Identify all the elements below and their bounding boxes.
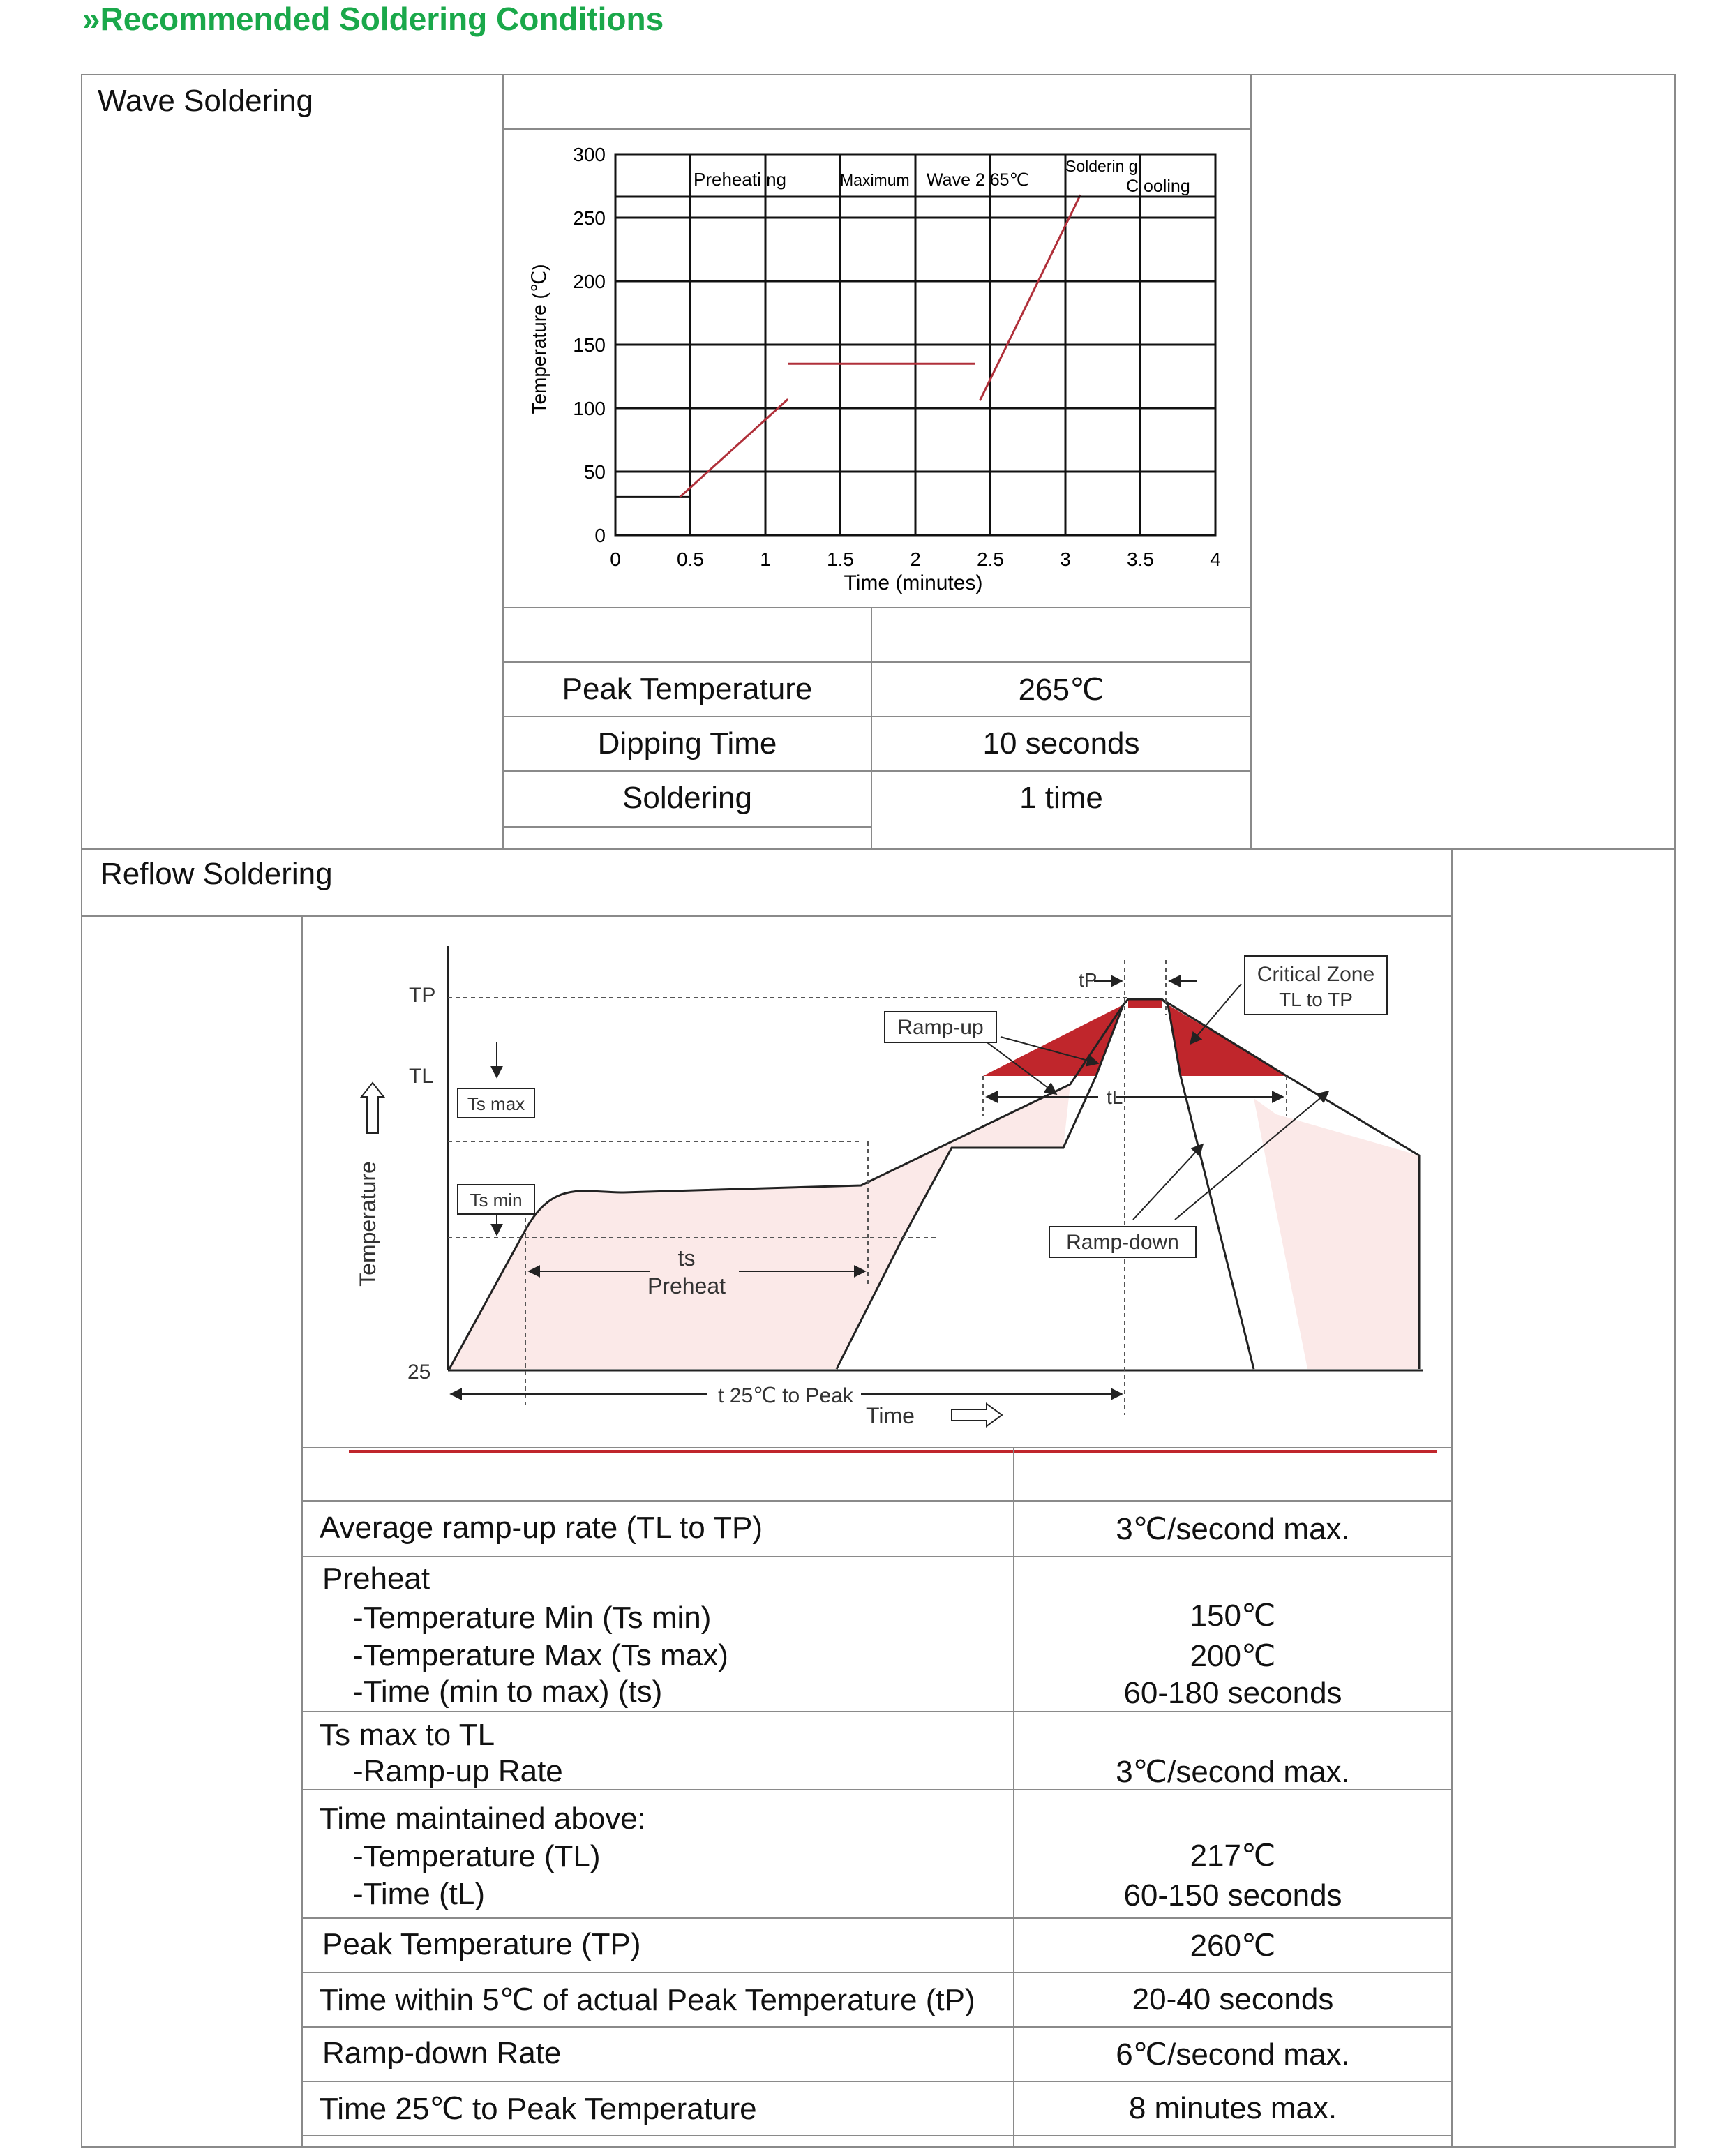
reflow-row-label: Peak Temperature (TP) bbox=[322, 1927, 641, 1961]
reflow-row-label: Time within 5℃ of actual Peak Temperature (tP) bbox=[320, 1983, 975, 2017]
t25-peak-label: t 25℃ to Peak bbox=[718, 1384, 853, 1407]
y-tick-label: 50 bbox=[583, 461, 606, 483]
temperature-axis-arrow bbox=[361, 1083, 384, 1133]
preheat-label: Preheat bbox=[647, 1273, 726, 1298]
reflow-row-value: 6℃/second max. bbox=[1116, 2037, 1350, 2072]
annotation-maximum: Maximum bbox=[840, 171, 910, 189]
wave-row-value: 10 seconds bbox=[982, 726, 1140, 761]
critical-zone-label: Critical Zone bbox=[1257, 963, 1375, 986]
tsmin-label: Ts min bbox=[470, 1190, 523, 1211]
reflow-row-label: Ramp-down Rate bbox=[322, 2036, 562, 2070]
reflow-row-value: 60-150 seconds bbox=[1123, 1878, 1342, 1912]
y-tick-label: 100 bbox=[573, 398, 606, 419]
section-title: »Recommended Soldering Conditions bbox=[82, 1, 664, 37]
reflow-soldering-label: Reflow Soldering bbox=[100, 857, 333, 891]
wave-soldering-label: Wave Soldering bbox=[98, 84, 313, 118]
x-tick-label: 2 bbox=[910, 548, 921, 570]
reflow-row-value: 217℃ bbox=[1190, 1838, 1276, 1873]
y-tick-label: 150 bbox=[573, 334, 606, 356]
tl-axis-label: TL bbox=[409, 1065, 434, 1088]
x-axis-label: Time (minutes) bbox=[844, 571, 983, 594]
x-tick-label: 1 bbox=[760, 548, 771, 570]
time-axis-arrow bbox=[952, 1404, 1002, 1426]
reflow-row-label: Ts max to TL bbox=[320, 1718, 495, 1752]
y-tick-label: 200 bbox=[573, 271, 606, 292]
reflow-profile-diagram bbox=[303, 917, 1451, 1447]
annotation-wave: Wave 2 65℃ bbox=[927, 170, 1029, 190]
x-tick-label: 2.5 bbox=[977, 548, 1004, 570]
x-tick-label: 0.5 bbox=[677, 548, 704, 570]
tsmax-label: Ts max bbox=[467, 1093, 525, 1114]
x-tick-label: 4 bbox=[1210, 548, 1221, 570]
y-tick-label: 250 bbox=[573, 207, 606, 229]
series-line bbox=[680, 399, 788, 497]
y-tick-label: 300 bbox=[573, 144, 606, 165]
reflow-row-label: Preheat bbox=[322, 1562, 430, 1596]
y-axis-label: Temperature (℃) bbox=[528, 264, 550, 414]
reflow-row-label: Average ramp-up rate (TL to TP) bbox=[320, 1511, 763, 1545]
rampdown-pointer-1 bbox=[1133, 1144, 1203, 1220]
x-tick-label: 0 bbox=[610, 548, 621, 570]
tl-duration-label: tL bbox=[1107, 1086, 1123, 1108]
tp-axis-label: TP bbox=[409, 984, 436, 1007]
rampdown-label: Ramp-down bbox=[1066, 1231, 1179, 1254]
time-axis-label: Time bbox=[866, 1403, 915, 1428]
axis-25-label: 25 bbox=[407, 1361, 431, 1384]
reflow-row-label: -Temperature Max (Ts max) bbox=[353, 1638, 728, 1672]
x-tick-label: 3 bbox=[1060, 548, 1071, 570]
x-tick-labels bbox=[610, 548, 1221, 570]
critical-zone-rampup bbox=[983, 1005, 1123, 1076]
annotation-cooling: C ooling bbox=[1126, 177, 1190, 196]
x-tick-label: 3.5 bbox=[1127, 548, 1154, 570]
reflow-row-label: -Ramp-up Rate bbox=[353, 1754, 563, 1788]
reflow-row-value: 60-180 seconds bbox=[1123, 1676, 1342, 1710]
reflow-row-value: 200℃ bbox=[1190, 1638, 1276, 1673]
reflow-row-label: Time 25℃ to Peak Temperature bbox=[320, 2092, 757, 2126]
reflow-row-label: -Temperature Min (Ts min) bbox=[353, 1601, 712, 1635]
wave-row-value: 265℃ bbox=[1018, 672, 1104, 707]
reflow-row-value: 260℃ bbox=[1190, 1928, 1276, 1963]
reflow-row-value: 3℃/second max. bbox=[1116, 1754, 1350, 1789]
reflow-row-label: -Time (tL) bbox=[353, 1877, 486, 1911]
reflow-row-label: Time maintained above: bbox=[320, 1802, 646, 1836]
peak-plateau-fill bbox=[1128, 999, 1162, 1008]
x-tick-label: 1.5 bbox=[827, 548, 854, 570]
ts-label: ts bbox=[677, 1245, 696, 1271]
reflow-row-value: 8 minutes max. bbox=[1128, 2091, 1337, 2125]
wave-row-label: Soldering bbox=[622, 781, 752, 815]
reflow-row-label: -Temperature (TL) bbox=[353, 1839, 601, 1873]
reflow-row-value: 3℃/second max. bbox=[1116, 1511, 1350, 1546]
reflow-row-label: -Time (min to max) (ts) bbox=[353, 1675, 663, 1709]
annotation-soldering: Solderin g bbox=[1065, 157, 1138, 175]
cooldown-zone-fill bbox=[1254, 1098, 1419, 1369]
y-tick-labels bbox=[573, 144, 606, 546]
critical-zone-sub-label: TL to TP bbox=[1279, 989, 1353, 1010]
y-tick-label: 0 bbox=[594, 525, 606, 546]
preheat-zone-fill bbox=[449, 1084, 1070, 1369]
tp-duration-label: tP bbox=[1079, 969, 1097, 991]
annotation-preheating: Preheati ng bbox=[694, 169, 786, 190]
rampup-label: Ramp-up bbox=[897, 1016, 984, 1039]
wave-row-label: Dipping Time bbox=[597, 726, 777, 761]
wave-row-label: Peak Temperature bbox=[562, 672, 813, 706]
reflow-row-value: 150℃ bbox=[1190, 1598, 1276, 1633]
temperature-axis-label: Temperature bbox=[355, 1161, 380, 1287]
wave-row-value: 1 time bbox=[1019, 781, 1103, 815]
chart-grid bbox=[615, 154, 1215, 535]
wave-soldering-chart bbox=[504, 130, 1250, 606]
reflow-row-value: 20-40 seconds bbox=[1132, 1982, 1334, 2016]
chart-series bbox=[680, 195, 1080, 497]
